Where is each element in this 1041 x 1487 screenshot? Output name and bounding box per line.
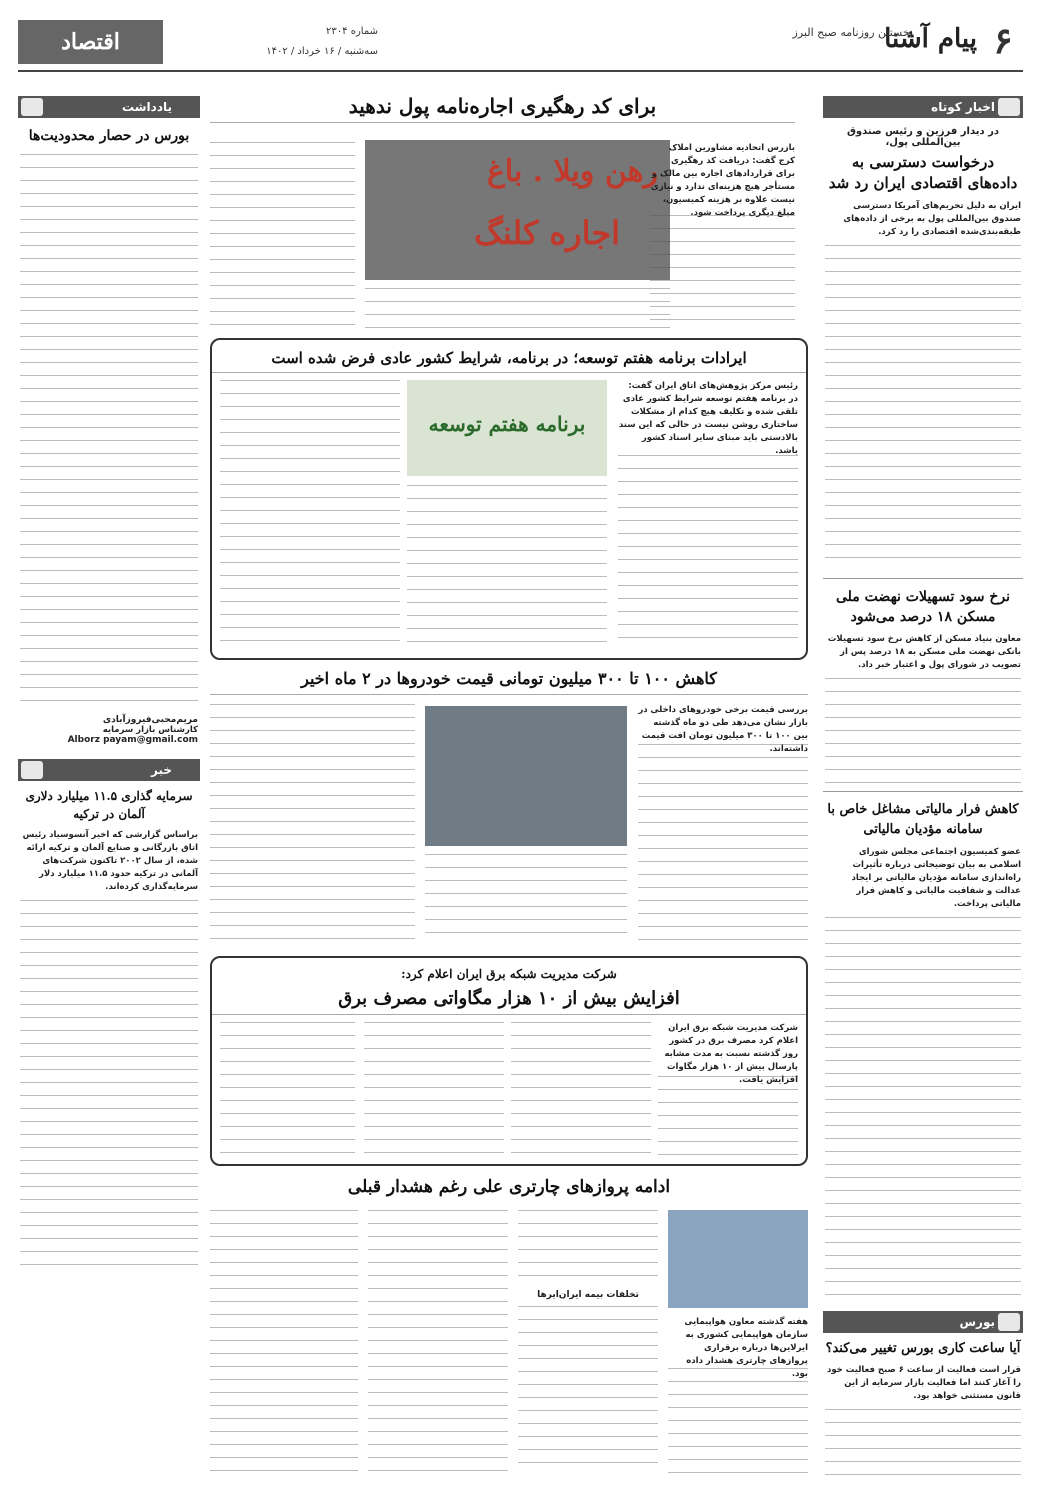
story-body — [518, 1306, 658, 1473]
story-body — [825, 245, 1021, 570]
car-lot-photo — [425, 706, 627, 846]
story-tax — [823, 800, 1023, 1297]
story-body — [365, 288, 670, 328]
story-title: کاهش ۱۰۰ تا ۳۰۰ میلیون تومانی قیمت خودروها در ۲ ماه اخیر — [210, 664, 808, 695]
note-article — [18, 118, 200, 745]
story-lead: شرکت مدیریت شبکه برق ایران اعلام کرد مصرف برق در کشور روز گذشته نسبت به مدت مشابه پارسال بیش از ۱۰ هزار مگاوات افزایش یافت. — [664, 1023, 798, 1085]
left-column — [18, 96, 200, 1476]
story-body — [825, 1409, 1021, 1476]
story-subhead: تخلفات بیمه ایران‌ایرها — [537, 1290, 639, 1300]
author-name: مریم‌محبی‌فیروزآبادی — [102, 715, 198, 725]
story-body — [668, 1368, 808, 1473]
story-title: افزایش بیش از ۱۰ هزار مگاواتی مصرف برق — [212, 984, 806, 1015]
story-charter-flights — [210, 1172, 808, 1477]
note-body — [20, 154, 198, 709]
story-fmi — [823, 118, 1023, 570]
story-housing — [823, 587, 1023, 783]
author-email: Alborz payam@gmail.com — [67, 735, 198, 745]
bourse-band: بورس — [823, 1311, 1023, 1333]
story-body — [368, 1210, 508, 1473]
story-kicker: شرکت مدیریت شبکه برق ایران اعلام کرد: — [401, 967, 617, 981]
plan-graphic: برنامه هفتم توسعه — [407, 380, 607, 476]
story-rent-code — [210, 90, 795, 330]
story-body — [825, 917, 1021, 1297]
story-car-prices — [210, 664, 808, 950]
story-body — [638, 744, 808, 944]
story-body — [658, 1076, 798, 1156]
story-lead: بررسی قیمت برخی خودروهای داخلی در بازار نشان می‌دهد طی دو ماه گذشته بین ۱۰۰ تا ۳۰۰ میلیون تومان افت قیمت داشته‌اند. — [638, 705, 808, 754]
story-lead: ایران به دلیل تحریم‌های آمریکا دسترسی صندوق بین‌المللی پول به برخی از داده‌های طبقه‌بندی‌شده اقتصادی را رد کرد. — [843, 201, 1021, 237]
story-seventh-plan — [210, 338, 808, 660]
story-title: ایرادات برنامه هفتم توسعه؛ در برنامه، شرایط کشور عادی فرض شده است — [212, 340, 806, 373]
story-title: برای کد رهگیری اجاره‌نامه پول ندهید — [210, 90, 795, 123]
page-header — [18, 20, 1023, 72]
story-body — [618, 455, 798, 650]
story-title: ادامه پروازهای چارتری علی رغم هشدار قبلی — [347, 1177, 671, 1197]
story-body — [210, 1210, 358, 1473]
story-electricity — [210, 956, 808, 1166]
story-body — [210, 142, 355, 327]
issue-number: شماره ۲۳۰۴ — [326, 26, 378, 37]
story-body — [364, 1022, 504, 1156]
notepad-icon — [21, 761, 43, 779]
megaphone-icon — [998, 98, 1020, 116]
page-number: ۶ — [993, 20, 1013, 62]
story-lead: معاون بنیاد مسکن از کاهش نرخ سود تسهیلات بانکی نهضت ملی مسکن به ۱۸ درصد پس از تصویب در شورای پول و اعتبار خبر داد. — [827, 634, 1021, 670]
story-body — [210, 704, 415, 944]
section-title: اقتصاد — [18, 20, 163, 64]
story-lead: هفته گذشته معاون هواپیمایی سازمان هواپیمایی کشوری به ایرلاین‌ها درباره برقراری پروازهای چارتری هشدار داده بود. — [684, 1317, 808, 1379]
author-role: کارشناس بازار سرمایه — [102, 725, 198, 735]
news-article — [18, 781, 200, 1270]
newspaper-name: نخستین روزنامه صبح البرز — [792, 26, 913, 39]
story-title: کاهش فرار مالیاتی مشاغل خاص با سامانه مؤدیان مالیاتی — [827, 802, 1019, 837]
short-news-band: اخبار کوتاه — [823, 96, 1023, 118]
story-lead: قرار است فعالیت از ساعت ۶ صبح فعالیت خود را آغاز کنند اما فعالیت بازار سرمایه از این قانون مستثنی خواهد بود. — [826, 1365, 1021, 1401]
story-body — [425, 854, 627, 944]
story-body — [407, 485, 607, 650]
story-title: نرخ سود تسهیلات نهضت ملی مسکن ۱۸ درصد می‌شود — [836, 589, 1010, 625]
story-lead: بازرس اتحادیه مشاورین املاک کرج گفت: دریافت کد رهگیری برای قراردادهای اجاره بین مالک و مستأجر هیچ هزینه‌ای ندارد و نیازی نیست علاوه بر هزینه کمیسیون، مبلغ دیگری پرداخت شود. — [650, 143, 795, 218]
story-body — [518, 1210, 658, 1286]
story-body — [220, 380, 400, 650]
story-kicker: در دیدار فرزین و رئیس صندوق بین‌المللی پول، — [846, 126, 1000, 148]
story-lead: رئیس مرکز پژوهش‌های اتاق ایران گفت: در برنامه هفتم توسعه شرایط کشور عادی تلقی شده و تکلیف هیچ کدام از مشکلات ساختاری روشن نیست در حالی که این سند بالادستی باید مبنای سایر اسناد کشور باشد. — [618, 381, 798, 456]
newspaper-logo: پیام آشنا — [884, 24, 977, 54]
issue-date: سه‌شنبه / ۱۶ خرداد / ۱۴۰۲ — [266, 46, 378, 57]
story-title: آیا ساعت کاری بورس تغییر می‌کند؟ — [825, 1341, 1021, 1356]
note-title: بورس در حصار محدودیت‌ها — [28, 128, 190, 144]
rent-sign-photo: رهن ویلا . باغ اجاره کلنگ — [365, 140, 670, 280]
notepad-icon — [21, 98, 43, 116]
right-column — [823, 96, 1023, 1476]
chart-icon — [998, 1313, 1020, 1331]
boarding-pass-photo — [668, 1210, 808, 1308]
story-body — [220, 1022, 355, 1156]
news-body — [20, 900, 198, 1270]
news-band: خبر — [18, 759, 200, 781]
story-bourse — [823, 1333, 1023, 1476]
news-lead: براساس گزارشی که اخیر آنسوسیاد رئیس اتاق بازرگانی و صنایع آلمان و ترکیه ارائه شده، از سال ۲۰۰۲ تاکنون شرکت‌های آلمانی در ترکیه حدود ۱۱.۵ میلیارد دلار سرمایه‌گذاری کرده‌اند. — [22, 830, 198, 892]
news-title: سرمایه گذاری ۱۱.۵ میلیارد دلاری آلمان در ترکیه — [25, 789, 193, 821]
story-lead: عضو کمیسیون اجتماعی مجلس شورای اسلامی به بیان توضیحاتی درباره تأثیرات راه‌اندازی سامانه مؤدیان مالیاتی بر ایجاد عدالت و شفافیت مالیاتی و کاهش فرار مالیاتی پرداخت. — [851, 847, 1021, 909]
note-band: یادداشت — [18, 96, 200, 118]
story-body — [825, 678, 1021, 783]
story-body — [650, 215, 795, 325]
story-body — [511, 1022, 651, 1156]
story-title: درخواست دسترسی به داده‌های اقتصادی ایران رد شد — [828, 153, 1018, 192]
